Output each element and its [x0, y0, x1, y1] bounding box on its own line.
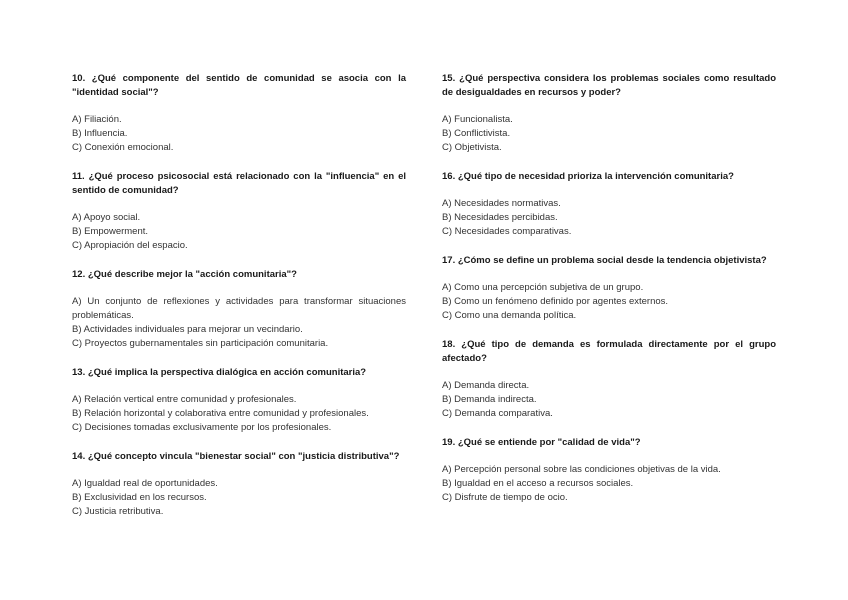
- question-17: [442, 254, 776, 323]
- option-b: B) Influencia.: [72, 128, 128, 139]
- option-a: A) Demanda directa.: [442, 380, 530, 391]
- option-c: C) Necesidades comparativas.: [442, 226, 572, 237]
- option-c: C) Disfrute de tiempo de ocio.: [442, 492, 568, 503]
- question-10: [72, 72, 406, 155]
- question-text: 10. ¿Qué componente del sentido de comunidad se asocia con la "identidad social"?: [72, 73, 406, 98]
- option-a: A) Igualdad real de oportunidades.: [72, 478, 218, 489]
- question-14: [72, 450, 406, 519]
- question-text: 19. ¿Qué se entiende por "calidad de vida"?: [442, 437, 641, 448]
- option-c: C) Como una demanda política.: [442, 310, 577, 321]
- option-b: B) Como un fenómeno definido por agentes externos.: [442, 296, 669, 307]
- question-15: [442, 72, 776, 155]
- option-b: B) Igualdad en el acceso a recursos sociales.: [442, 478, 634, 489]
- option-a: A) Funcionalista.: [442, 114, 513, 125]
- question-12: [72, 268, 406, 351]
- question-16: [442, 170, 776, 239]
- option-c: C) Justicia retributiva.: [72, 506, 164, 517]
- question-text: 17. ¿Cómo se define un problema social desde la tendencia objetivista?: [442, 255, 767, 266]
- option-b: B) Relación horizontal y colaborativa entre comunidad y profesionales.: [72, 408, 369, 419]
- option-a: A) Un conjunto de reflexiones y actividades para transformar situaciones problemáticas.: [72, 296, 406, 321]
- option-b: B) Necesidades percibidas.: [442, 212, 558, 223]
- option-c: C) Objetivista.: [442, 142, 502, 153]
- option-c: C) Proyectos gubernamentales sin participación comunitaria.: [72, 338, 329, 349]
- question-11: [72, 170, 406, 253]
- question-text: 12. ¿Qué describe mejor la "acción comunitaria"?: [72, 269, 297, 280]
- option-a: A) Filiación.: [72, 114, 122, 125]
- option-b: B) Empowerment.: [72, 226, 149, 237]
- option-a: A) Relación vertical entre comunidad y profesionales.: [72, 394, 297, 405]
- question-text: 11. ¿Qué proceso psicosocial está relacionado con la "influencia" en el sentido de comunidad?: [72, 171, 406, 196]
- left-column: [72, 72, 406, 534]
- question-text: 14. ¿Qué concepto vincula "bienestar social" con "justicia distributiva"?: [72, 451, 400, 462]
- question-18: [442, 338, 776, 421]
- option-b: B) Actividades individuales para mejorar un vecindario.: [72, 324, 303, 335]
- option-a: A) Apoyo social.: [72, 212, 141, 223]
- right-column: [442, 72, 776, 520]
- question-text: 13. ¿Qué implica la perspectiva dialógica en acción comunitaria?: [72, 367, 367, 378]
- option-b: B) Demanda indirecta.: [442, 394, 537, 405]
- option-b: B) Exclusividad en los recursos.: [72, 492, 207, 503]
- question-13: [72, 366, 406, 435]
- option-a: A) Necesidades normativas.: [442, 198, 561, 209]
- option-c: C) Apropiación del espacio.: [72, 240, 188, 251]
- option-b: B) Conflictivista.: [442, 128, 511, 139]
- option-c: C) Decisiones tomadas exclusivamente por los profesionales.: [72, 422, 332, 433]
- option-a: A) Percepción personal sobre las condiciones objetivas de la vida.: [442, 464, 721, 475]
- option-a: A) Como una percepción subjetiva de un grupo.: [442, 282, 644, 293]
- question-19: [442, 436, 776, 505]
- question-text: 16. ¿Qué tipo de necesidad prioriza la intervención comunitaria?: [442, 171, 734, 182]
- question-text: 18. ¿Qué tipo de demanda es formulada directamente por el grupo afectado?: [442, 339, 776, 364]
- option-c: C) Conexión emocional.: [72, 142, 174, 153]
- option-c: C) Demanda comparativa.: [442, 408, 553, 419]
- question-text: 15. ¿Qué perspectiva considera los problemas sociales como resultado de desigualdades en recursos y poder?: [442, 73, 776, 98]
